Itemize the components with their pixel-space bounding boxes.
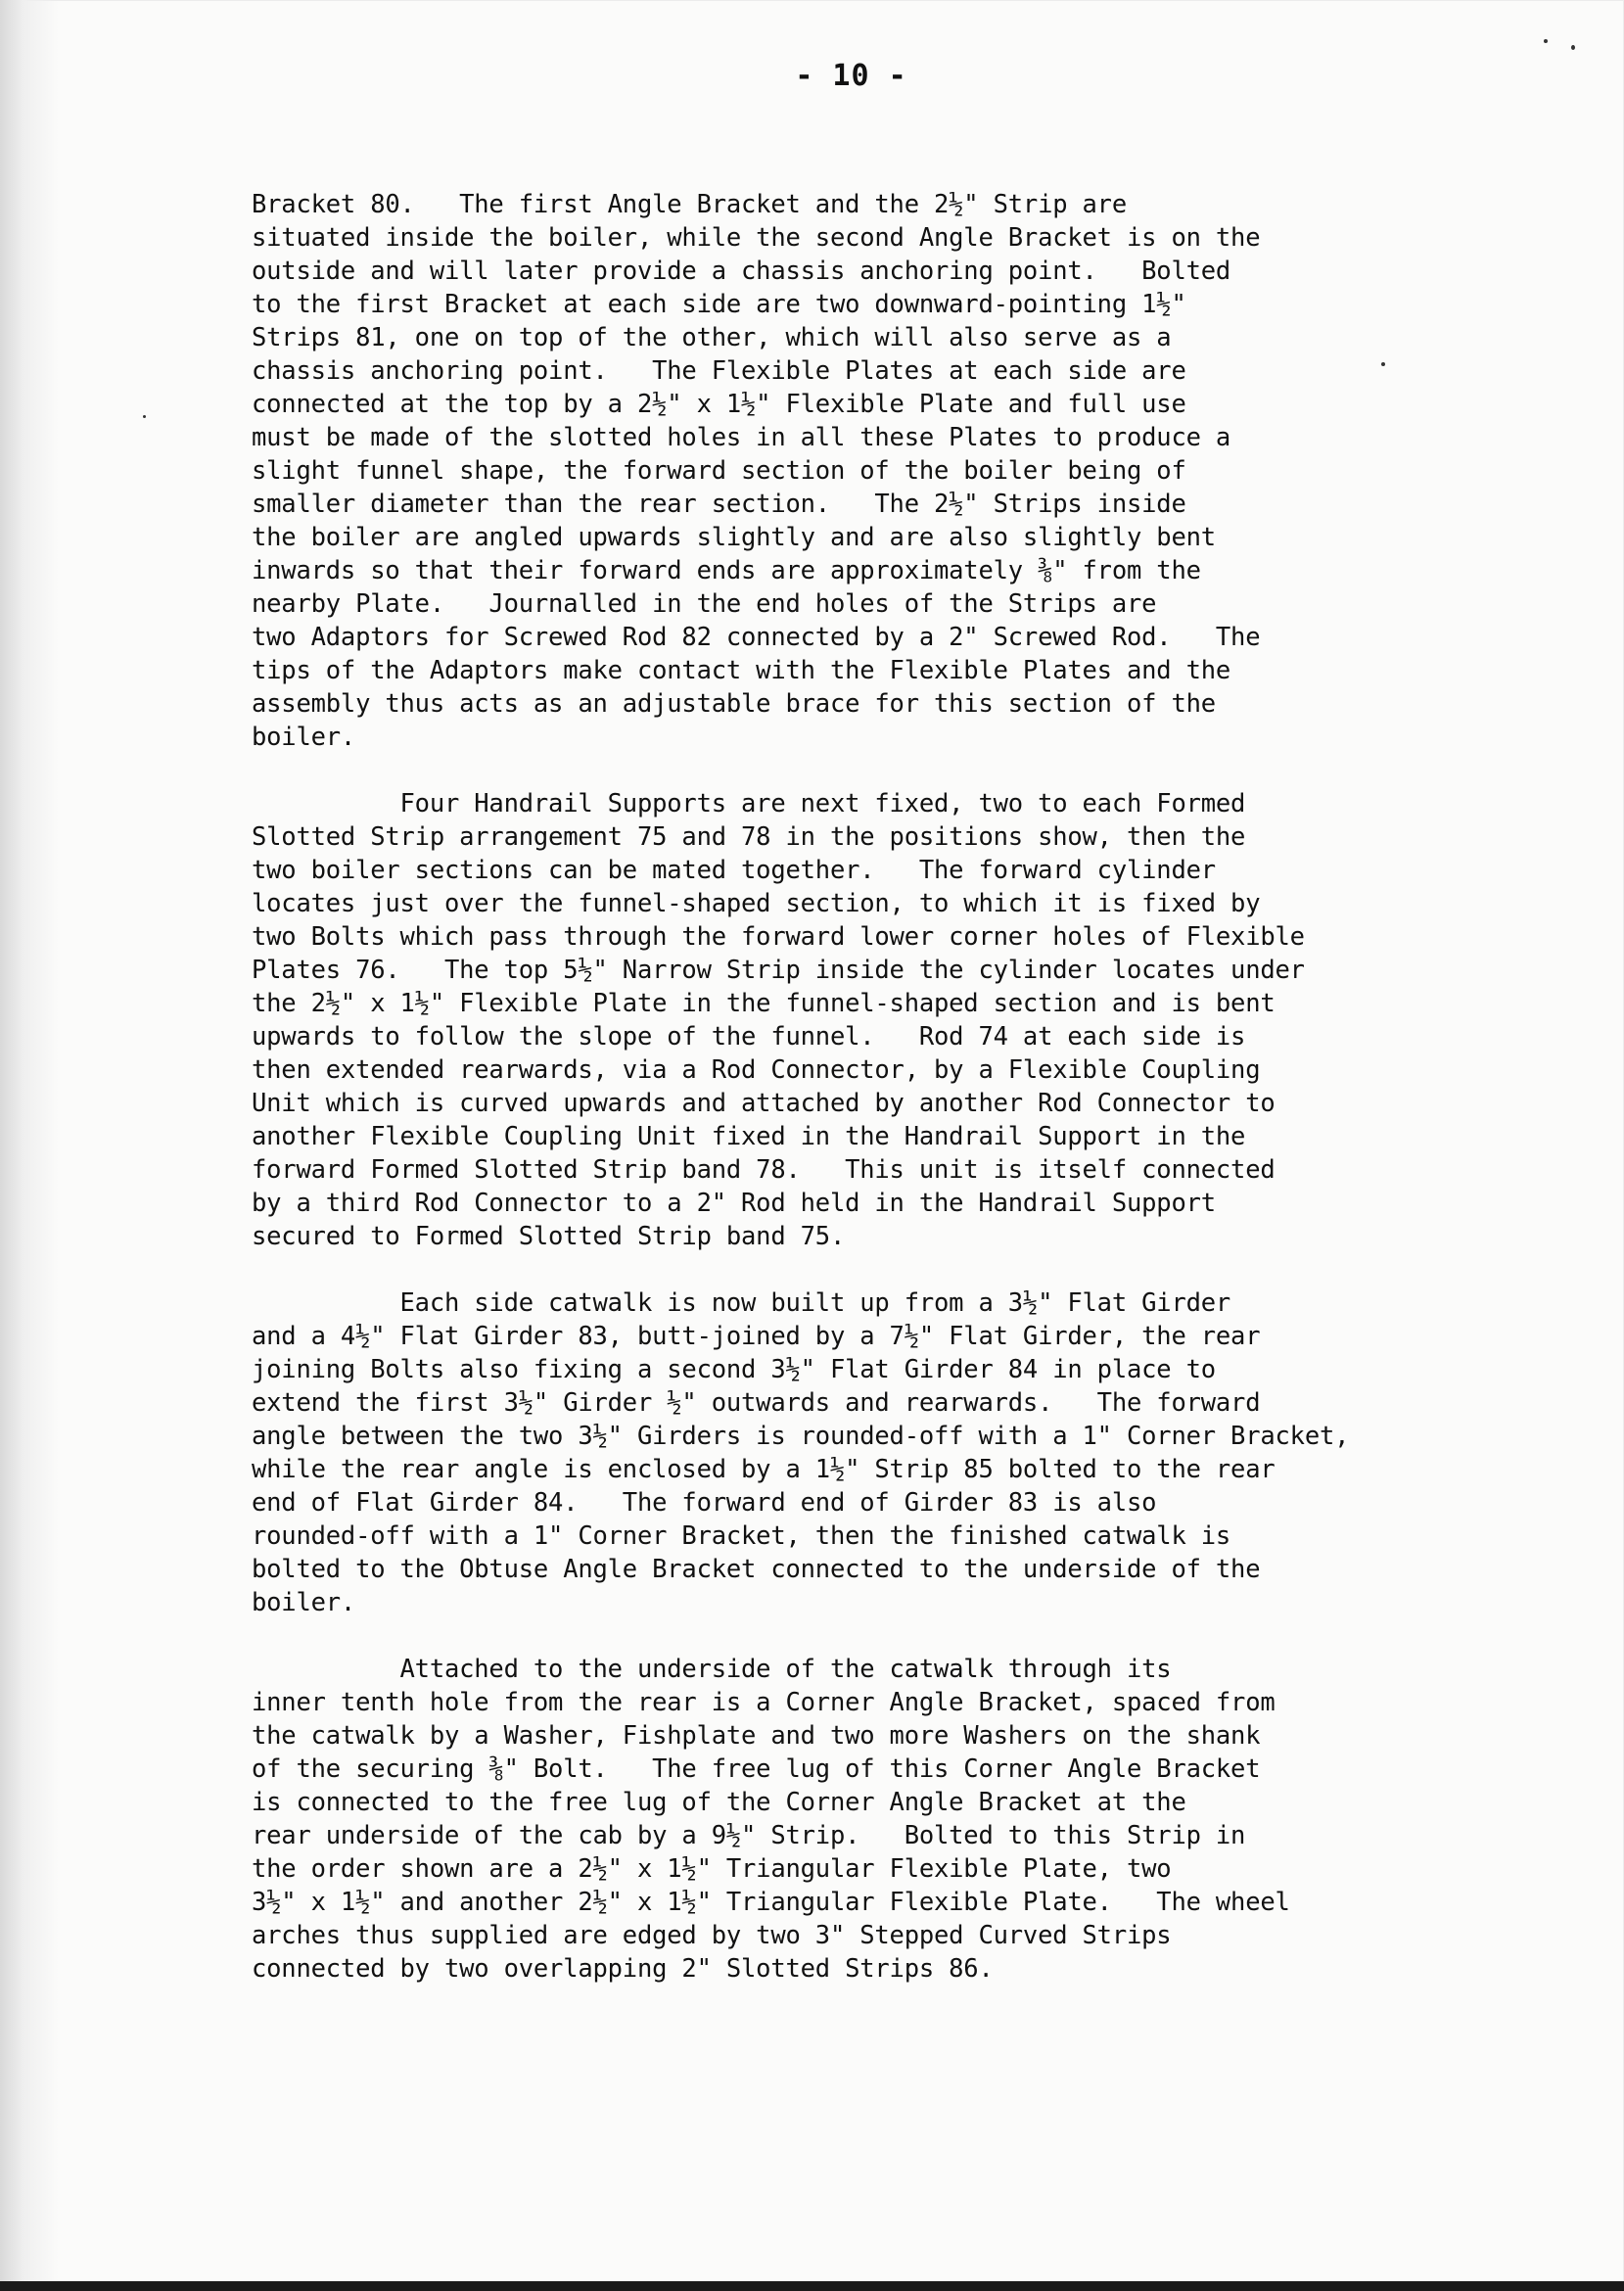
paragraph <box>252 1286 1495 1619</box>
text-line: tips of the Adaptors make contact with the Flexible Plates and the <box>252 656 1231 685</box>
paragraph <box>252 1653 1495 1986</box>
text-line: inwards so that their forward ends are approximately ⅜" from the <box>252 556 1201 585</box>
text-line: 3½" x 1½" and another 2½" x 1½" Triangular Flexible Plate. The wheel <box>252 1888 1290 1917</box>
text-line: connected at the top by a 2½" x 1½" Flexible Plate and full use <box>252 390 1186 419</box>
text-line: rounded-off with a 1" Corner Bracket, then the finished catwalk is <box>252 1521 1231 1551</box>
text-line: two boiler sections can be mated together. The forward cylinder <box>252 856 1216 885</box>
page-left-shadow <box>0 0 59 2291</box>
text-line: connected by two overlapping 2" Slotted Strips 86. <box>252 1954 994 1984</box>
text-line: extend the first 3½" Girder ½" outwards and rearwards. The forward <box>252 1388 1261 1418</box>
paragraph <box>252 188 1495 754</box>
text-line: Strips 81, one on top of the other, which will also serve as a <box>252 323 1172 352</box>
text-line: end of Flat Girder 84. The forward end of Girder 83 is also <box>252 1488 1157 1518</box>
text-line: two Bolts which pass through the forward lower corner holes of Flexible <box>252 922 1305 952</box>
text-line: Each side catwalk is now built up from a 3½" Flat Girder <box>252 1288 1231 1318</box>
text-line: joining Bolts also fixing a second 3½" Flat Girder 84 in place to <box>252 1355 1216 1384</box>
text-line: slight funnel shape, the forward section of the boiler being of <box>252 456 1186 486</box>
text-line: boiler. <box>252 723 356 752</box>
text-line: then extended rearwards, via a Rod Connector, by a Flexible Coupling <box>252 1055 1261 1085</box>
paper-speck <box>1571 45 1575 50</box>
text-line: the 2½" x 1½" Flexible Plate in the funnel-shaped section and is bent <box>252 989 1276 1018</box>
text-line: the catwalk by a Washer, Fishplate and two more Washers on the shank <box>252 1721 1261 1751</box>
text-line: assembly thus acts as an adjustable brace for this section of the <box>252 689 1216 719</box>
text-line: arches thus supplied are edged by two 3" Stepped Curved Strips <box>252 1921 1172 1950</box>
text-line: angle between the two 3½" Girders is rounded-off with a 1" Corner Bracket, <box>252 1422 1350 1451</box>
text-line: to the first Bracket at each side are two downward-pointing 1½" <box>252 290 1186 319</box>
text-line: smaller diameter than the rear section. The 2½" Strips inside <box>252 490 1186 519</box>
text-line: and a 4½" Flat Girder 83, butt-joined by a 7½" Flat Girder, the rear <box>252 1322 1261 1351</box>
text-line: by a third Rod Connector to a 2" Rod held in the Handrail Support <box>252 1189 1216 1218</box>
text-line: must be made of the slotted holes in all these Plates to produce a <box>252 423 1231 452</box>
text-line: Unit which is curved upwards and attached by another Rod Connector to <box>252 1089 1276 1118</box>
text-line: rear underside of the cab by a 9½" Strip. Bolted to this Strip in <box>252 1821 1246 1850</box>
paper-speck <box>1544 39 1548 43</box>
text-line: secured to Formed Slotted Strip band 75. <box>252 1222 846 1251</box>
text-line: forward Formed Slotted Strip band 78. This unit is itself connected <box>252 1155 1276 1185</box>
text-line: another Flexible Coupling Unit fixed in the Handrail Support in the <box>252 1122 1246 1151</box>
text-line: Attached to the underside of the catwalk through its <box>252 1655 1172 1684</box>
text-line: outside and will later provide a chassis anchoring point. Bolted <box>252 257 1231 286</box>
paper-speck <box>143 415 146 418</box>
text-line: situated inside the boiler, while the second Angle Bracket is on the <box>252 223 1261 253</box>
text-line: Bracket 80. The first Angle Bracket and the 2½" Strip are <box>252 190 1127 219</box>
text-line: locates just over the funnel-shaped section, to which it is fixed by <box>252 889 1261 918</box>
text-line: boiler. <box>252 1588 356 1617</box>
text-line: nearby Plate. Journalled in the end holes of the Strips are <box>252 589 1157 619</box>
paragraph <box>252 787 1495 1253</box>
text-line: bolted to the Obtuse Angle Bracket connected to the underside of the <box>252 1555 1261 1584</box>
page-bottom-edge <box>0 2281 1624 2291</box>
text-line: Plates 76. The top 5½" Narrow Strip inside the cylinder locates under <box>252 956 1305 985</box>
text-line: is connected to the free lug of the Corner Angle Bracket at the <box>252 1788 1186 1817</box>
text-line: inner tenth hole from the rear is a Corner Angle Bracket, spaced from <box>252 1688 1276 1717</box>
text-line: Four Handrail Supports are next fixed, two to each Formed <box>252 789 1246 818</box>
paper-speck <box>1381 362 1385 366</box>
text-line: while the rear angle is enclosed by a 1½" Strip 85 bolted to the rear <box>252 1455 1276 1484</box>
text-line: chassis anchoring point. The Flexible Plates at each side are <box>252 356 1186 386</box>
text-line: Slotted Strip arrangement 75 and 78 in the positions show, then the <box>252 822 1246 852</box>
page-number: - 10 - <box>795 59 907 93</box>
text-line: of the securing ⅜" Bolt. The free lug of this Corner Angle Bracket <box>252 1754 1261 1784</box>
text-line: two Adaptors for Screwed Rod 82 connected by a 2" Screwed Rod. The <box>252 623 1261 652</box>
text-line: the order shown are a 2½" x 1½" Triangular Flexible Plate, two <box>252 1854 1172 1884</box>
text-line: the boiler are angled upwards slightly and are also slightly bent <box>252 523 1216 552</box>
text-line: upwards to follow the slope of the funnel. Rod 74 at each side is <box>252 1022 1246 1052</box>
body-text <box>252 188 1495 2019</box>
